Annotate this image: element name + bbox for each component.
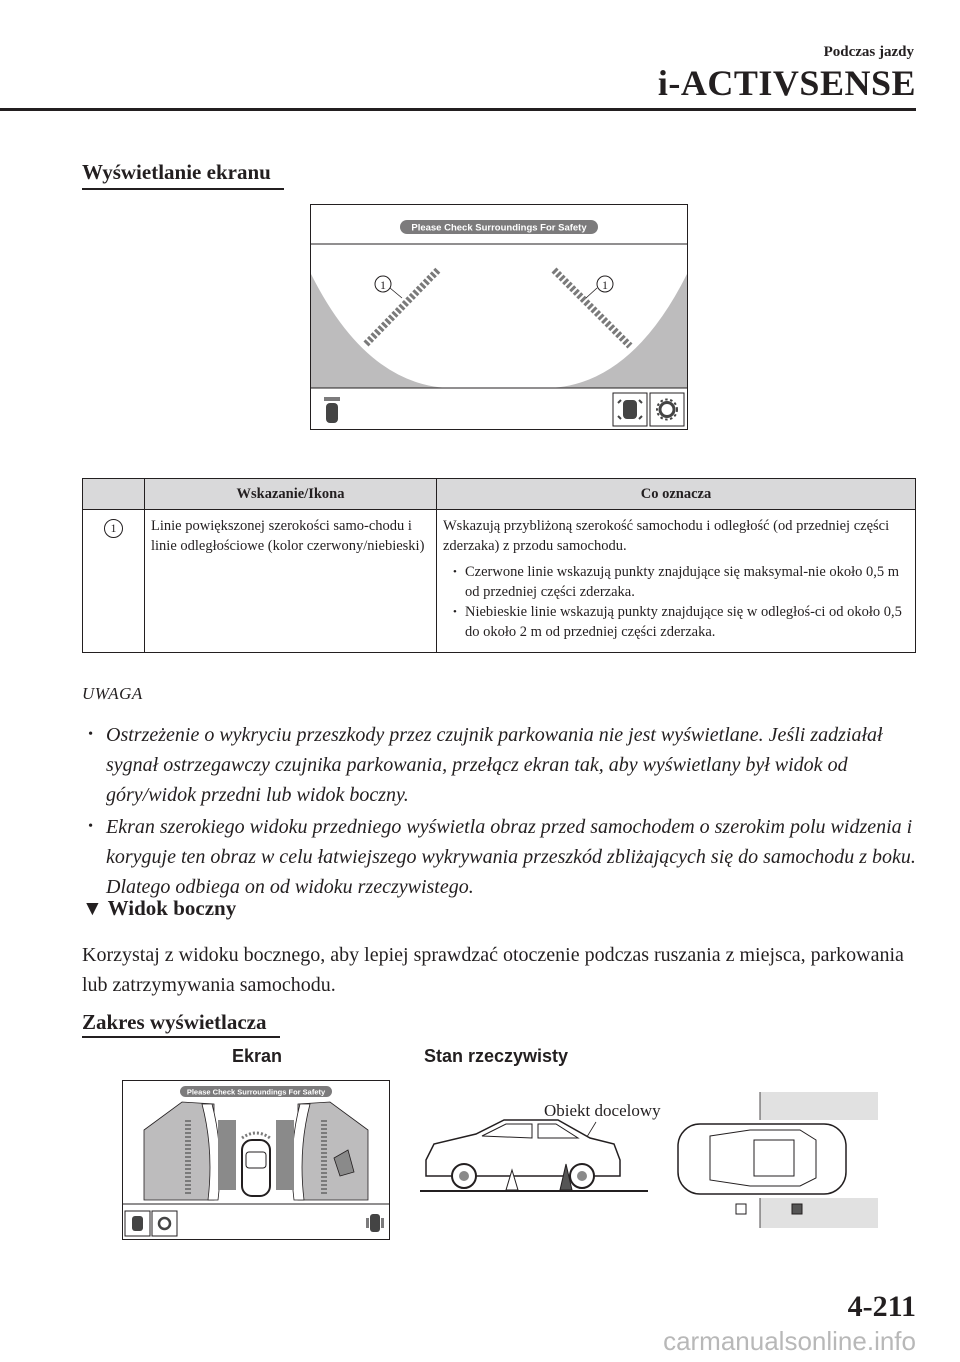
top-car-illustration xyxy=(678,1124,846,1194)
screen-section-underline xyxy=(82,188,284,190)
table-cell-indication: Linie powiększonej szerokości samo-chodu i linie odległościowe (kolor czerwony/niebieski) xyxy=(145,510,437,653)
table-row xyxy=(83,510,916,653)
screen-section-title: Wyświetlanie ekranu xyxy=(82,160,271,184)
side-view-description: Korzystaj z widoku bocznego, aby lepiej sprawdzać otoczenie podczas ruszania z miejsca, parkowania lub zatrzymywania samochodu. xyxy=(82,944,904,996)
table-header-blank xyxy=(83,479,145,510)
front-view-car-icon xyxy=(324,397,340,423)
triangle-marker-icon: ▼ xyxy=(82,896,103,920)
page-number: 4-211 xyxy=(847,1290,916,1323)
screen-label: Ekran xyxy=(232,1046,283,1066)
note-list xyxy=(82,720,922,904)
meaning-bullet-red: • Czerwone linie wskazują punkty znajdujące się maksymal-nie około 0,5 m od przedniej części zderzaka. xyxy=(465,562,909,602)
actual-state-figure xyxy=(420,1090,880,1230)
indication-table xyxy=(82,478,916,653)
side-screen-banner: Please Check Surroundings For Safety xyxy=(186,1087,326,1097)
car-top-view-icon xyxy=(242,1133,270,1196)
table-cell-meaning xyxy=(437,510,916,653)
screen-banner: Please Check Surroundings For Safety xyxy=(411,222,587,234)
range-section-underline xyxy=(82,1036,280,1038)
range-section-title: Zakres wyświetlacza xyxy=(82,1010,267,1034)
note-item: • Ostrzeżenie o wykryciu przeszkody przez czujnik parkowania nie jest wyświetlane. Jeśli zadziałał sygnał ostrzegawczy czujnika parkowania, przełącz ekran tak, aby wyświetlany był widok od góry/widok przedni lub widok boczny. xyxy=(82,720,922,810)
table-header-row xyxy=(83,479,916,510)
note-item: • Ekran szerokiego widoku przedniego wyświetla obraz przed samochodem o szerokim polu widzenia i koryguje ten obraz w celu łatwiejszego wykrywania przeszkód zbliżających się do samochodu z boku. Dlatego odbiega on od widoku rzeczywistego. xyxy=(82,812,922,902)
camera-screen-figure xyxy=(310,204,688,430)
meaning-bullet-blue: • Niebieskie linie wskazują punkty znajdujące się w odległoś-ci od około 0,5 do około 2 m od przedniej części zderzaka. xyxy=(465,602,909,642)
side-view-heading xyxy=(82,896,236,921)
chapter-rule xyxy=(0,108,916,111)
table-header-meaning: Co oznacza xyxy=(437,479,916,510)
callout-right: 1 xyxy=(602,278,608,292)
chapter-title: i-ACTIVSENSE xyxy=(657,63,916,103)
camera-switch-icon xyxy=(132,1216,143,1231)
table-cell-callout xyxy=(83,510,145,653)
callout-left: 1 xyxy=(380,278,386,292)
meaning-text: Wskazują przybliżoną szerokość samochodu i odległość (od przedniej części zderzaka) z przodu samochodu. xyxy=(443,518,890,554)
actual-state-label: Stan rzeczywisty xyxy=(424,1046,569,1066)
side-view-title: Widok boczny xyxy=(107,896,237,920)
section-label: Podczas jazdy xyxy=(823,44,914,60)
side-view-screen-figure xyxy=(122,1080,390,1240)
meaning-bullets xyxy=(443,562,909,642)
note-title: UWAGA xyxy=(82,684,143,703)
watermark: carmanualsonline.info xyxy=(663,1326,916,1356)
table-header-indication: Wskazanie/Ikona xyxy=(145,479,437,510)
callout-number: 1 xyxy=(104,519,123,538)
target-object-label: Obiekt docelowy xyxy=(544,1101,661,1120)
